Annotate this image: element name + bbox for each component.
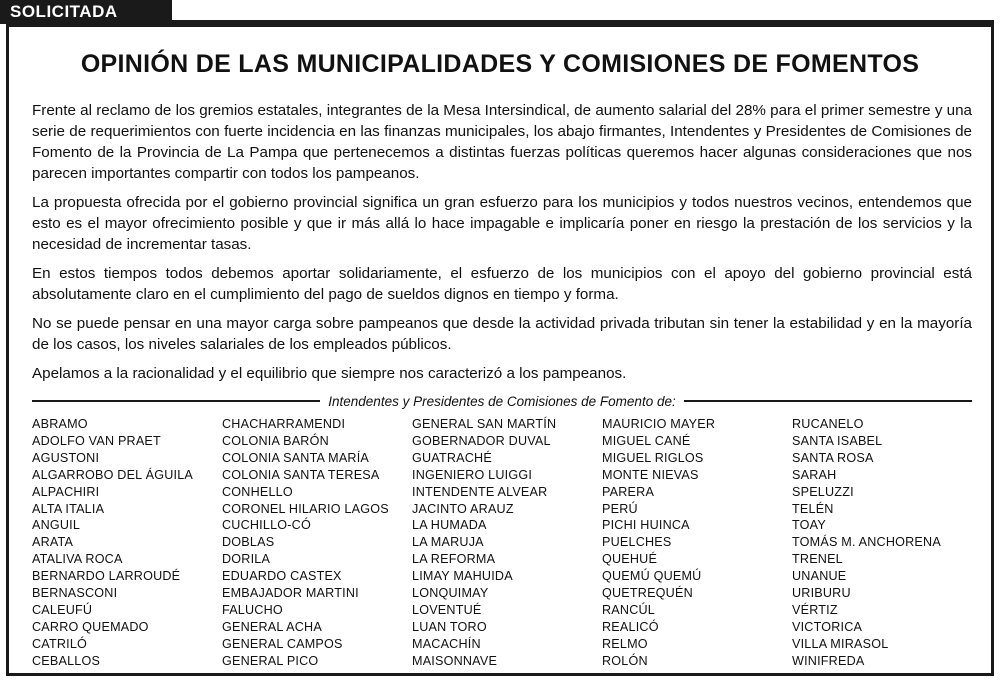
- signer-item: JACINTO ARAUZ: [412, 501, 514, 516]
- signer-item: VÉRTIZ: [792, 602, 838, 617]
- signer-item: ATALIVA ROCA: [32, 552, 123, 567]
- signer-item: COLONIA SANTA TERESA: [222, 467, 380, 482]
- signer-item: LONQUIMAY: [412, 586, 489, 601]
- signer-item: LIMAY MAHUIDA: [412, 569, 513, 584]
- signer-item: DOBLAS: [222, 535, 275, 550]
- signer-item: GENERAL CAMPOS: [222, 636, 343, 651]
- signer-item: EMBAJADOR MARTINI: [222, 586, 359, 601]
- signer-item: SANTA ISABEL: [792, 433, 883, 448]
- signer-item: MIGUEL RIGLOS: [602, 450, 704, 465]
- signer-item: VILLA MIRASOL: [792, 636, 889, 651]
- signers-column: [602, 416, 792, 670]
- signer-item: UNANUE: [792, 569, 847, 584]
- signers-column: [222, 416, 412, 670]
- signer-item: CHACHARRAMENDI: [222, 417, 346, 431]
- signer-item: GENERAL PICO: [222, 653, 319, 668]
- signer-item: QUEHUÉ: [602, 552, 658, 567]
- signer-item: ROLÓN: [602, 653, 648, 668]
- signer-item: COLONIA BARÓN: [222, 433, 329, 448]
- signer-item: PARERA: [602, 484, 655, 499]
- signer-item: BERNARDO LARROUDÉ: [32, 569, 181, 584]
- signer-item: INTENDENTE ALVEAR: [412, 484, 548, 499]
- signer-item: REALICÓ: [602, 619, 659, 634]
- signer-item: CATRILÓ: [32, 636, 88, 651]
- signer-item: INGENIERO LUIGGI: [412, 467, 533, 482]
- signer-item: LUAN TORO: [412, 619, 487, 634]
- signer-item: EDUARDO CASTEX: [222, 569, 342, 584]
- signer-item: LOVENTUÉ: [412, 602, 482, 617]
- paragraph: La propuesta ofrecida por el gobierno provincial significa un gran esfuerzo para los municipios y todos nuestros vecinos, entendemos que esto es el mayor ofrecimiento posible y que ir más allá lo hace impagable e implicaría poner en riesgo la prestación de los servicios y la necesidad de incrementar tasas.: [32, 194, 972, 253]
- signer-item: URIBURU: [792, 586, 851, 601]
- signer-item: QUETREQUÉN: [602, 586, 693, 601]
- signer-item: MAISONNAVE: [412, 653, 498, 668]
- signer-item: CONHELLO: [222, 484, 293, 499]
- signer-item: LA REFORMA: [412, 552, 496, 567]
- paragraph: Frente al reclamo de los gremios estatales, integrantes de la Mesa Intersindical, de aumento salarial del 28% para el primer semestre y una serie de requerimientos con fuerte incidencia en las finanzas municipales, los abajo firmantes, Intendentes y Presidentes de Comisiones de Fomento de la Provincia de La Pampa que pertenecemos a distintas fuerzas políticas queremos hacer algunas consideraciones que nos parecen importantes compartir con todos los pampeanos.: [32, 102, 972, 182]
- signer-item: PUELCHES: [602, 535, 672, 550]
- divider: [684, 400, 972, 402]
- signer-item: ALTA ITALIA: [32, 501, 105, 516]
- divider: [32, 400, 320, 402]
- paragraph: Apelamos a la racionalidad y el equilibrio que siempre nos caracterizó a los pampeanos.: [32, 365, 627, 382]
- signer-item: COLONIA SANTA MARÍA: [222, 450, 370, 465]
- signer-item: PICHI HUINCA: [602, 518, 690, 533]
- signer-item: MONTE NIEVAS: [602, 467, 699, 482]
- signer-item: MAURICIO MAYER: [602, 417, 716, 431]
- signer-item: GENERAL SAN MARTÍN: [412, 417, 557, 431]
- signer-item: MIGUEL CANÉ: [602, 433, 691, 448]
- signer-item: CEBALLOS: [32, 653, 101, 668]
- signers-list: [32, 416, 982, 670]
- section-tab: [0, 0, 172, 24]
- signer-item: CORONEL HILARIO LAGOS: [222, 501, 389, 516]
- signers-heading-label: Intendentes y Presidentes de Comisiones de Fomento de:: [328, 393, 676, 409]
- signer-item: PERÚ: [602, 501, 638, 516]
- signer-item: TOAY: [792, 518, 826, 533]
- statement-body: [32, 100, 972, 392]
- signer-item: ARATA: [32, 535, 74, 550]
- signer-item: MACACHÍN: [412, 636, 481, 651]
- signer-item: RANCÚL: [602, 602, 655, 617]
- signer-item: SARAH: [792, 467, 837, 482]
- signer-item: ALPACHIRI: [32, 484, 100, 499]
- signer-item: RUCANELO: [792, 417, 864, 431]
- signer-item: SPELUZZI: [792, 484, 854, 499]
- signer-item: DORILA: [222, 552, 271, 567]
- signer-item: BERNASCONI: [32, 586, 118, 601]
- signer-item: CUCHILLO-CÓ: [222, 518, 311, 533]
- signer-item: GOBERNADOR DUVAL: [412, 433, 551, 448]
- signer-item: GENERAL ACHA: [222, 619, 322, 634]
- signers-column: [32, 416, 222, 670]
- signers-column: [412, 416, 602, 670]
- signer-item: ADOLFO VAN PRAET: [32, 433, 161, 448]
- signer-item: TELÉN: [792, 501, 834, 516]
- section-tab-label: SOLICITADA: [10, 2, 118, 21]
- signer-item: GUATRACHÉ: [412, 450, 492, 465]
- signer-item: TRENEL: [792, 552, 843, 567]
- signer-item: CARRO QUEMADO: [32, 619, 149, 634]
- signer-item: WINIFREDA: [792, 653, 865, 668]
- page-title: OPINIÓN DE LAS MUNICIPALIDADES Y COMISIONES DE FOMENTOS: [80, 50, 920, 78]
- signer-item: TOMÁS M. ANCHORENA: [792, 535, 941, 550]
- signer-item: LA MARUJA: [412, 535, 484, 550]
- signers-heading: [32, 391, 972, 411]
- signer-item: QUEMÚ QUEMÚ: [602, 569, 702, 584]
- signer-item: ALGARROBO DEL ÁGUILA: [32, 467, 194, 482]
- signer-item: AGUSTONI: [32, 450, 100, 465]
- paragraph: No se puede pensar en una mayor carga sobre pampeanos que desde la actividad privada tributan sin tener la estabilidad y en la mayoría de los casos, los niveles salariales de los empleados públicos.: [32, 315, 972, 353]
- signers-column: [792, 416, 982, 670]
- signer-item: ANGUIL: [32, 518, 81, 533]
- signer-item: CALEUFÚ: [32, 602, 93, 617]
- signer-item: SANTA ROSA: [792, 450, 874, 465]
- signer-item: FALUCHO: [222, 602, 283, 617]
- signer-item: LA HUMADA: [412, 518, 487, 533]
- paragraph: En estos tiempos todos debemos aportar solidariamente, el esfuerzo de los municipios con el apoyo del gobierno provincial está absolutamente claro en el cumplimiento del pago de sueldos dignos en tiempo y forma.: [32, 265, 972, 303]
- signer-item: RELMO: [602, 636, 648, 651]
- signer-item: VICTORICA: [792, 619, 863, 634]
- signer-item: ABRAMO: [32, 417, 88, 431]
